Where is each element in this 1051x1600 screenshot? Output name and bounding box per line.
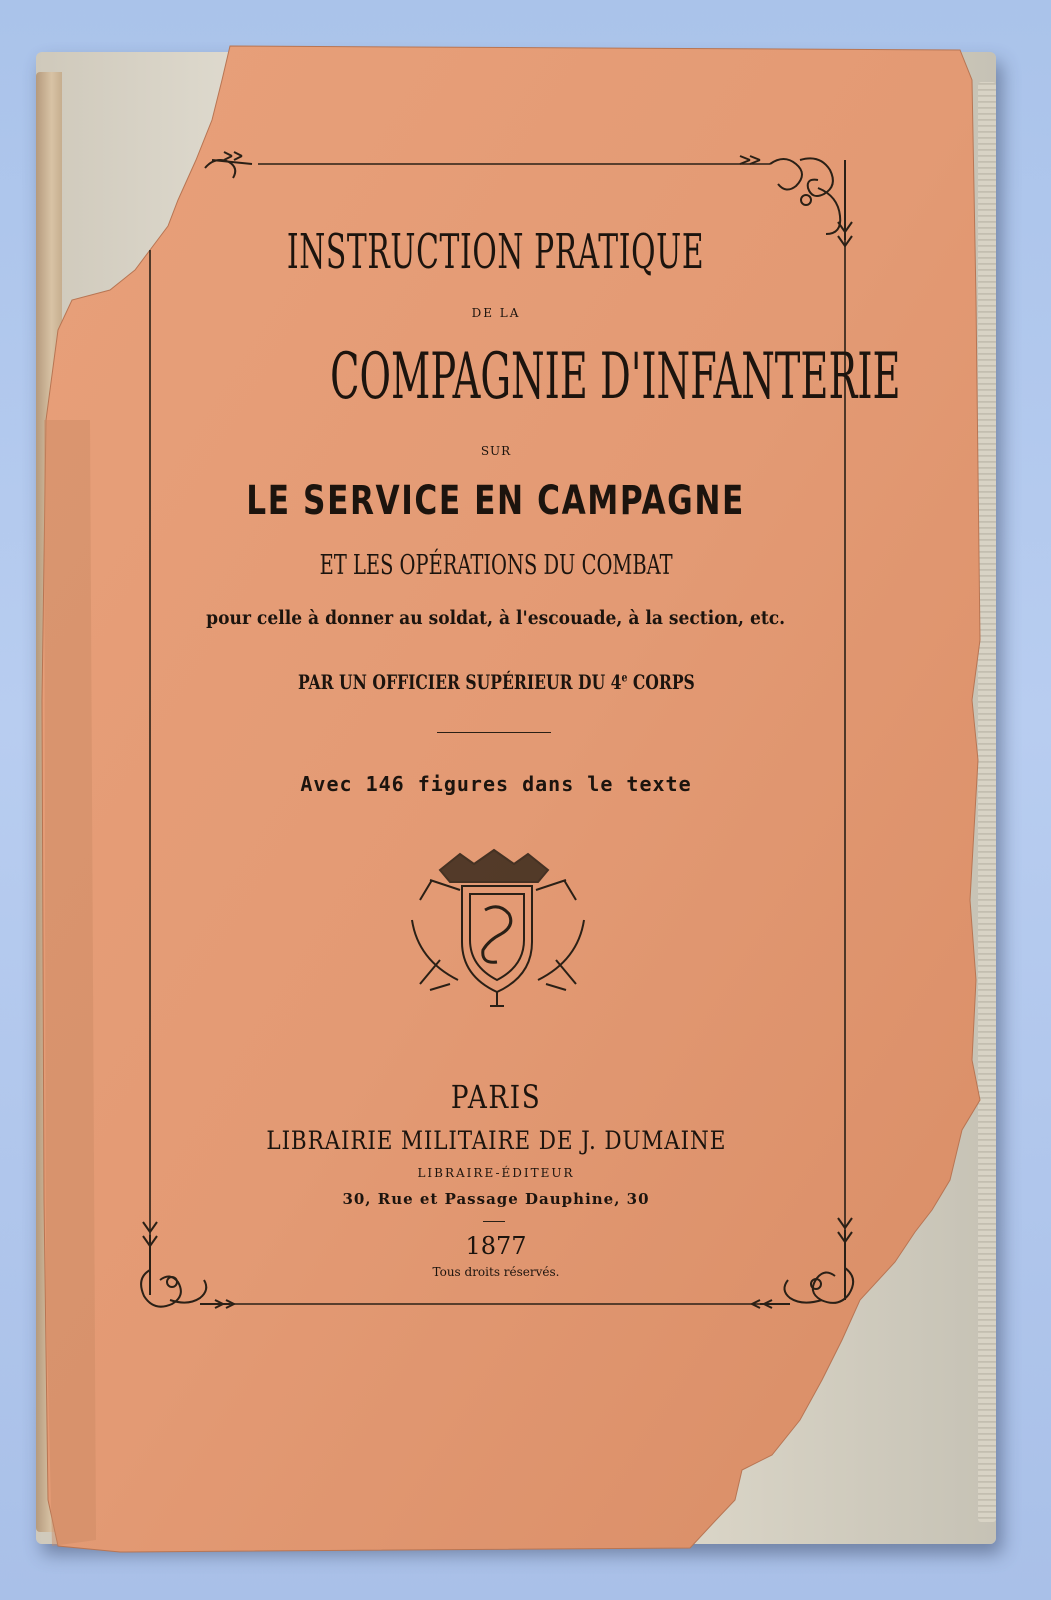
divider-rule bbox=[437, 732, 551, 733]
title-connector-2: SUR bbox=[480, 444, 512, 458]
publication-year: 1877 bbox=[465, 1232, 527, 1260]
publisher-name: LIBRAIRIE MILITAIRE DE J. DUMAINE bbox=[266, 1126, 726, 1155]
title-line-3: LE SERVICE EN CAMPAGNE bbox=[246, 478, 746, 524]
figures-note: Avec 146 figures dans le texte bbox=[300, 772, 692, 796]
publisher-role: LIBRAIRE-ÉDITEUR bbox=[417, 1166, 575, 1180]
publisher-address: 30, Rue et Passage Dauphine, 30 bbox=[342, 1190, 650, 1208]
rights-notice: Tous droits réservés. bbox=[432, 1265, 560, 1279]
author-line: PAR UN OFFICIER SUPÉRIEUR DU 4e CORPS bbox=[297, 670, 695, 694]
title-line-2: COMPAGNIE D'INFANTERIE bbox=[330, 340, 901, 414]
title-connector-1: DE LA bbox=[471, 306, 521, 320]
subtitle: pour celle à donner au soldat, à l'escouade, à la section, etc. bbox=[206, 607, 786, 629]
title-line-1: INSTRUCTION PRATIQUE bbox=[287, 224, 705, 280]
title-line-4: ET LES OPÉRATIONS DU COMBAT bbox=[319, 550, 673, 581]
year-rule bbox=[483, 1221, 505, 1222]
publication-city: PARIS bbox=[450, 1078, 542, 1116]
